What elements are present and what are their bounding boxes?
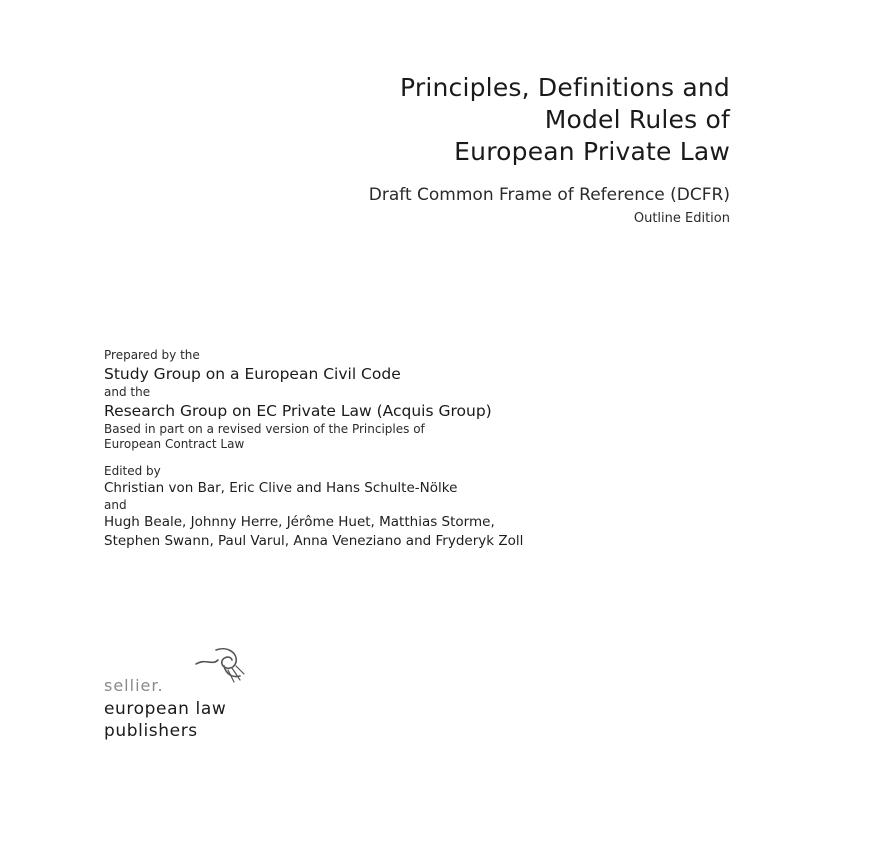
credits-block [104, 348, 744, 551]
acquis-group-name: Research Group on EC Private Law (Acquis Group) [104, 402, 492, 420]
based-on-line-1: Based in part on a revised version of the Principles of [104, 422, 425, 436]
publisher-logo [104, 644, 364, 698]
title-line-1: Principles, Definitions and [400, 73, 730, 102]
subtitle: Draft Common Frame of Reference (DCFR) [368, 185, 730, 205]
based-on-line-2: European Contract Law [104, 437, 245, 451]
other-editors-line-2: Stephen Swann, Paul Varul, Anna Veneziano and Fryderyk Zoll [104, 533, 524, 549]
sellier-logo-icon [192, 644, 248, 692]
title-line-3: European Private Law [454, 137, 730, 166]
publisher-block [104, 644, 364, 742]
title-line-2: Model Rules of [544, 105, 730, 134]
title-block [210, 72, 730, 228]
and-the-label: and the [104, 385, 151, 399]
edition-label: Outline Edition [633, 211, 730, 226]
publisher-line-1: european law [104, 699, 227, 719]
study-group-name: Study Group on a European Civil Code [104, 365, 401, 383]
and-label: and [104, 498, 127, 512]
edited-by-label: Edited by [104, 464, 161, 478]
other-editors-line-1: Hugh Beale, Johnny Herre, Jérôme Huet, Matthias Storme, [104, 514, 495, 530]
publisher-line-2: publishers [104, 721, 198, 741]
main-editors: Christian von Bar, Eric Clive and Hans Schulte-Nölke [104, 480, 458, 496]
prepared-by-label: Prepared by the [104, 348, 200, 362]
sellier-logo-word: sellier. [104, 676, 164, 695]
